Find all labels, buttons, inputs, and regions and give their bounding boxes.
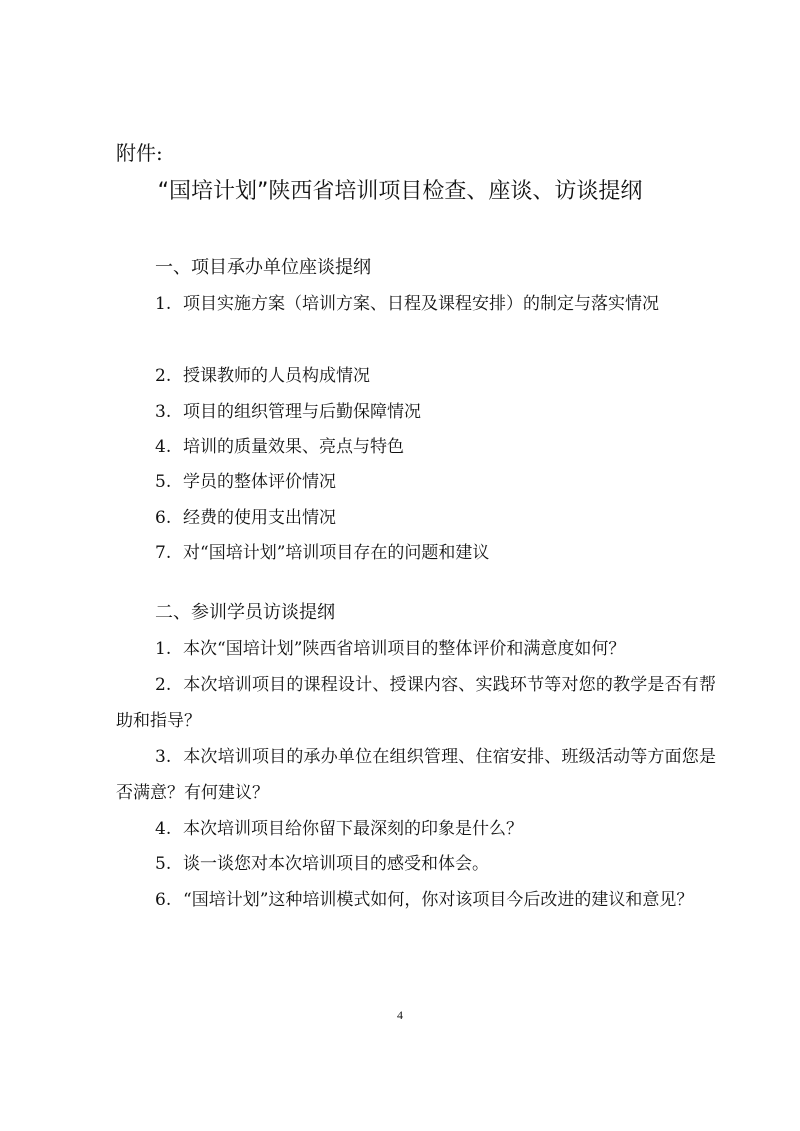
item-text: 授课教师的人员构成情况 (183, 366, 370, 386)
section2-item-5 (116, 846, 716, 882)
item-number: 2. (155, 366, 172, 386)
section2-item-1 (116, 631, 716, 667)
item-number: 3. (155, 747, 172, 767)
item-text: “国培计划”这种培训模式如何，你对该项目今后改进的建议和意见？ (183, 890, 694, 910)
section1-item-2 (116, 358, 716, 394)
item-number: 7. (155, 543, 172, 563)
item-number: 6. (155, 508, 172, 528)
section1-item-4 (116, 429, 716, 465)
item-text: 项目的组织管理与后勤保障情况 (183, 402, 421, 422)
item-text: 本次培训项目的承办单位在组织管理、住宿安排、班级活动等方面您是否满意？有何建议？ (116, 747, 716, 803)
section2-item-4 (116, 811, 716, 847)
item-text: 培训的质量效果、亮点与特色 (183, 437, 404, 457)
item-number: 1. (155, 294, 172, 314)
item-number: 1. (155, 639, 172, 659)
item-number: 4. (155, 437, 172, 457)
section1-item-6 (116, 500, 716, 536)
item-text: 本次“国培计划”陕西省培训项目的整体评价和满意度如何？ (183, 639, 626, 659)
section1-item-3 (116, 394, 716, 430)
section1-item-7 (116, 535, 716, 571)
section1-item-1 (116, 286, 716, 322)
item-number: 2. (155, 675, 172, 695)
item-number: 6. (155, 890, 172, 910)
item-text: 经费的使用支出情况 (183, 508, 336, 528)
document-title: “国培计划”陕西省培训项目检查、座谈、访谈提纲 (157, 179, 643, 204)
attachment-label: 附件: (116, 141, 163, 165)
item-number: 3. (155, 402, 172, 422)
section2-item-3 (116, 739, 716, 811)
item-number: 4. (155, 819, 172, 839)
item-text: 本次培训项目给你留下最深刻的印象是什么？ (183, 819, 523, 839)
item-number: 5. (155, 854, 172, 874)
item-text: 项目实施方案（培训方案、日程及课程安排）的制定与落实情况 (183, 294, 659, 314)
item-number: 5. (155, 472, 172, 492)
item-text: 对“国培计划”培训项目存在的问题和建议 (183, 543, 490, 563)
item-text: 本次培训项目的课程设计、授课内容、实践环节等对您的教学是否有帮助和指导？ (116, 675, 716, 731)
page-number: 4 (397, 1008, 403, 1022)
section2-item-2 (116, 667, 716, 739)
section2-item-6 (116, 882, 716, 918)
item-text: 学员的整体评价情况 (183, 472, 336, 492)
item-text: 谈一谈您对本次培训项目的感受和体会。 (183, 854, 489, 874)
section1-item-5 (116, 464, 716, 500)
section1-heading: 一、项目承办单位座谈提纲 (155, 257, 371, 278)
section2-heading: 二、参训学员访谈提纲 (155, 602, 335, 623)
